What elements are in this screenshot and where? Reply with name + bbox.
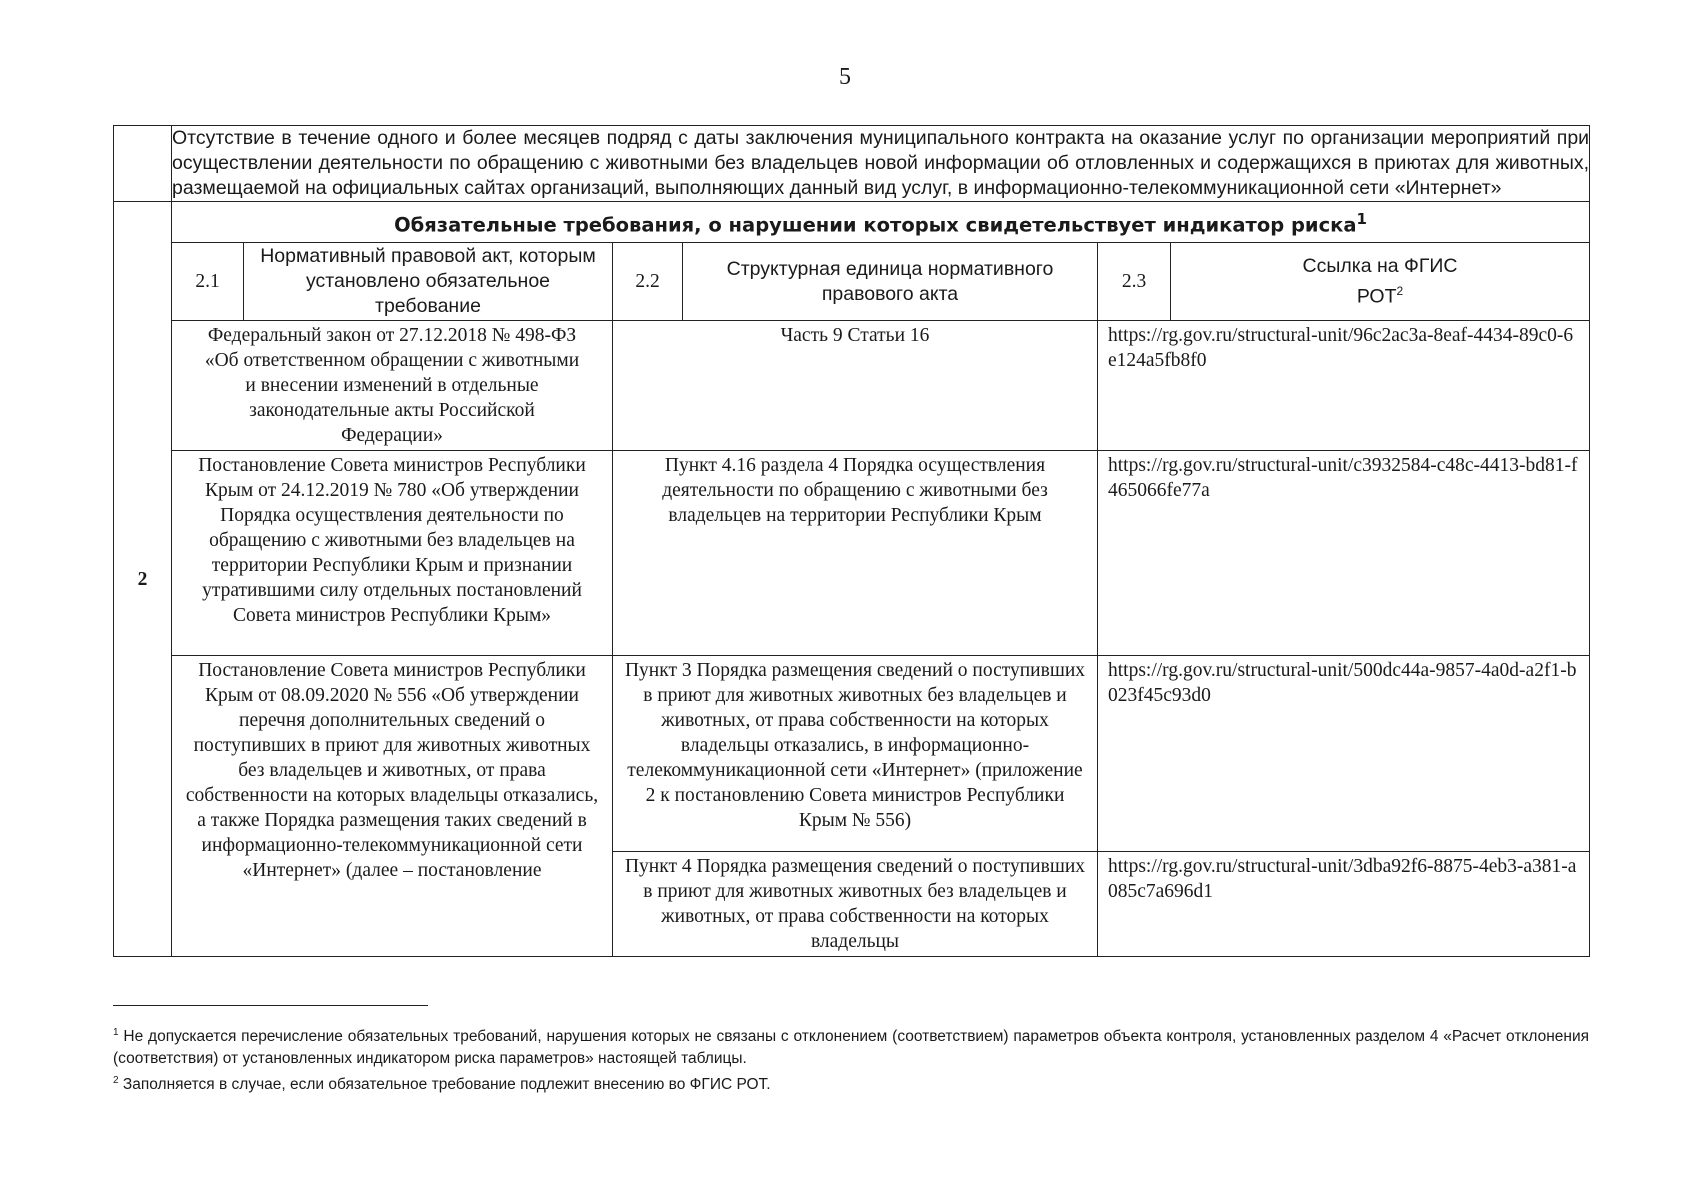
section-number: 2 xyxy=(114,202,172,957)
unit-cell: Пункт 3 Порядка размещения сведений о поступивших в приют для животных животных без владельцев и животных, от права собственности на которых владельцы отказались, в информационно-телекоммуникационной сети «Интернет» (приложение 2 к постановлению Совета министров Республики Крым № 556) xyxy=(613,656,1098,852)
heading-row xyxy=(114,202,1590,243)
link-cell: https://rg.gov.ru/structural-unit/500dc44a-9857-4a0d-a2f1-b 023f45c93d0 xyxy=(1098,656,1590,852)
footnote-mark: 2 xyxy=(113,1075,119,1087)
footnote-2 xyxy=(113,1070,1589,1096)
intro-text: Отсутствие в течение одного и более месяцев подряд с даты заключения муниципального контракта на оказание услуг по организации мероприятий при осуществлении деятельности по обращению с животными без владельцев новой информации об отловленных и содержащихся в приютах для животных, размещаемой на официальных сайтах организаций, выполняющих данный вид услуг, в информационно-телекоммуникационной сети «Интернет» xyxy=(172,126,1590,202)
table-row xyxy=(114,451,1590,656)
column-header-unit: Структурная единица нормативного правового акта xyxy=(683,243,1098,321)
table-row xyxy=(114,321,1590,451)
unit-cell: Пункт 4.16 раздела 4 Порядка осуществления деятельности по обращению с животными без владельцев на территории Республики Крым xyxy=(613,451,1098,656)
footnote-text: Заполняется в случае, если обязательное требование подлежит внесению во ФГИС РОТ. xyxy=(122,1076,771,1094)
footnote-ref-1: 1 xyxy=(1356,209,1367,228)
intro-row xyxy=(114,126,1590,202)
column-header-link-label: Ссылка на ФГИС РОТ xyxy=(1302,254,1458,308)
page-number: 5 xyxy=(839,64,851,90)
column-number-2-3: 2.3 xyxy=(1098,243,1171,321)
empty-number-cell xyxy=(114,126,172,202)
requirements-table xyxy=(113,125,1590,957)
link-cell: https://rg.gov.ru/structural-unit/96c2ac3a-8eaf-4434-89c0-6e124a5fb8f0 xyxy=(1098,321,1590,451)
footnote-text: Не допускается перечисление обязательных требований, нарушения которых не связаны с отклонением (соответствием) параметров объекта контроля, установленных разделом 4 «Расчет отклонения (соответствия) от установленных индикатором риска параметров» настоящей таблицы. xyxy=(113,1028,1589,1068)
footnotes xyxy=(113,1005,1589,1096)
column-header-row xyxy=(114,243,1590,321)
section-heading-text: Обязательные требования, о нарушении которых свидетельствует индикатор риска xyxy=(394,213,1357,237)
column-number-2-2: 2.2 xyxy=(613,243,683,321)
footnote-divider xyxy=(113,1005,428,1006)
link-cell: https://rg.gov.ru/structural-unit/c3932584-c48c-4413-bd81-f465066fe77a xyxy=(1098,451,1590,656)
column-number-2-1: 2.1 xyxy=(172,243,244,321)
act-cell: Постановление Совета министров Республики Крым от 24.12.2019 № 780 «Об утверждении Порядка осуществления деятельности по обращению с животными без владельцев на территории Республики Крым и признании утратившими силу отдельных постановлений Совета министров Республики Крым» xyxy=(172,451,613,656)
section-heading xyxy=(172,202,1590,243)
act-cell: Постановление Совета министров Республики Крым от 08.09.2020 № 556 «Об утверждении перечня дополнительных сведений о поступивших в приют для животных животных без владельцев и животных, от права собственности на которых владельцы отказались, а также Порядка размещения таких сведений в информационно-телекоммуникационной сети «Интернет» (далее – постановление xyxy=(172,656,613,957)
table-row xyxy=(114,656,1590,852)
unit-cell: Часть 9 Статьи 16 xyxy=(613,321,1098,451)
column-header-link xyxy=(1171,243,1590,321)
footnote-1 xyxy=(113,1022,1589,1070)
link-cell: https://rg.gov.ru/structural-unit/3dba92f6-8875-4eb3-a381-a085c7a696d1 xyxy=(1098,852,1590,957)
unit-cell: Пункт 4 Порядка размещения сведений о поступивших в приют для животных животных без владельцев и животных, от права собственности на которых владельцы xyxy=(613,852,1098,957)
footnote-ref-2: 2 xyxy=(1396,283,1404,298)
column-header-act: Нормативный правовой акт, которым установлено обязательное требование xyxy=(244,243,613,321)
act-cell: Федеральный закон от 27.12.2018 № 498-ФЗ «Об ответственном обращении с животными и внесении изменений в отдельные законодательные акты Российской Федерации» xyxy=(172,321,613,451)
footnote-mark: 1 xyxy=(113,1027,119,1038)
